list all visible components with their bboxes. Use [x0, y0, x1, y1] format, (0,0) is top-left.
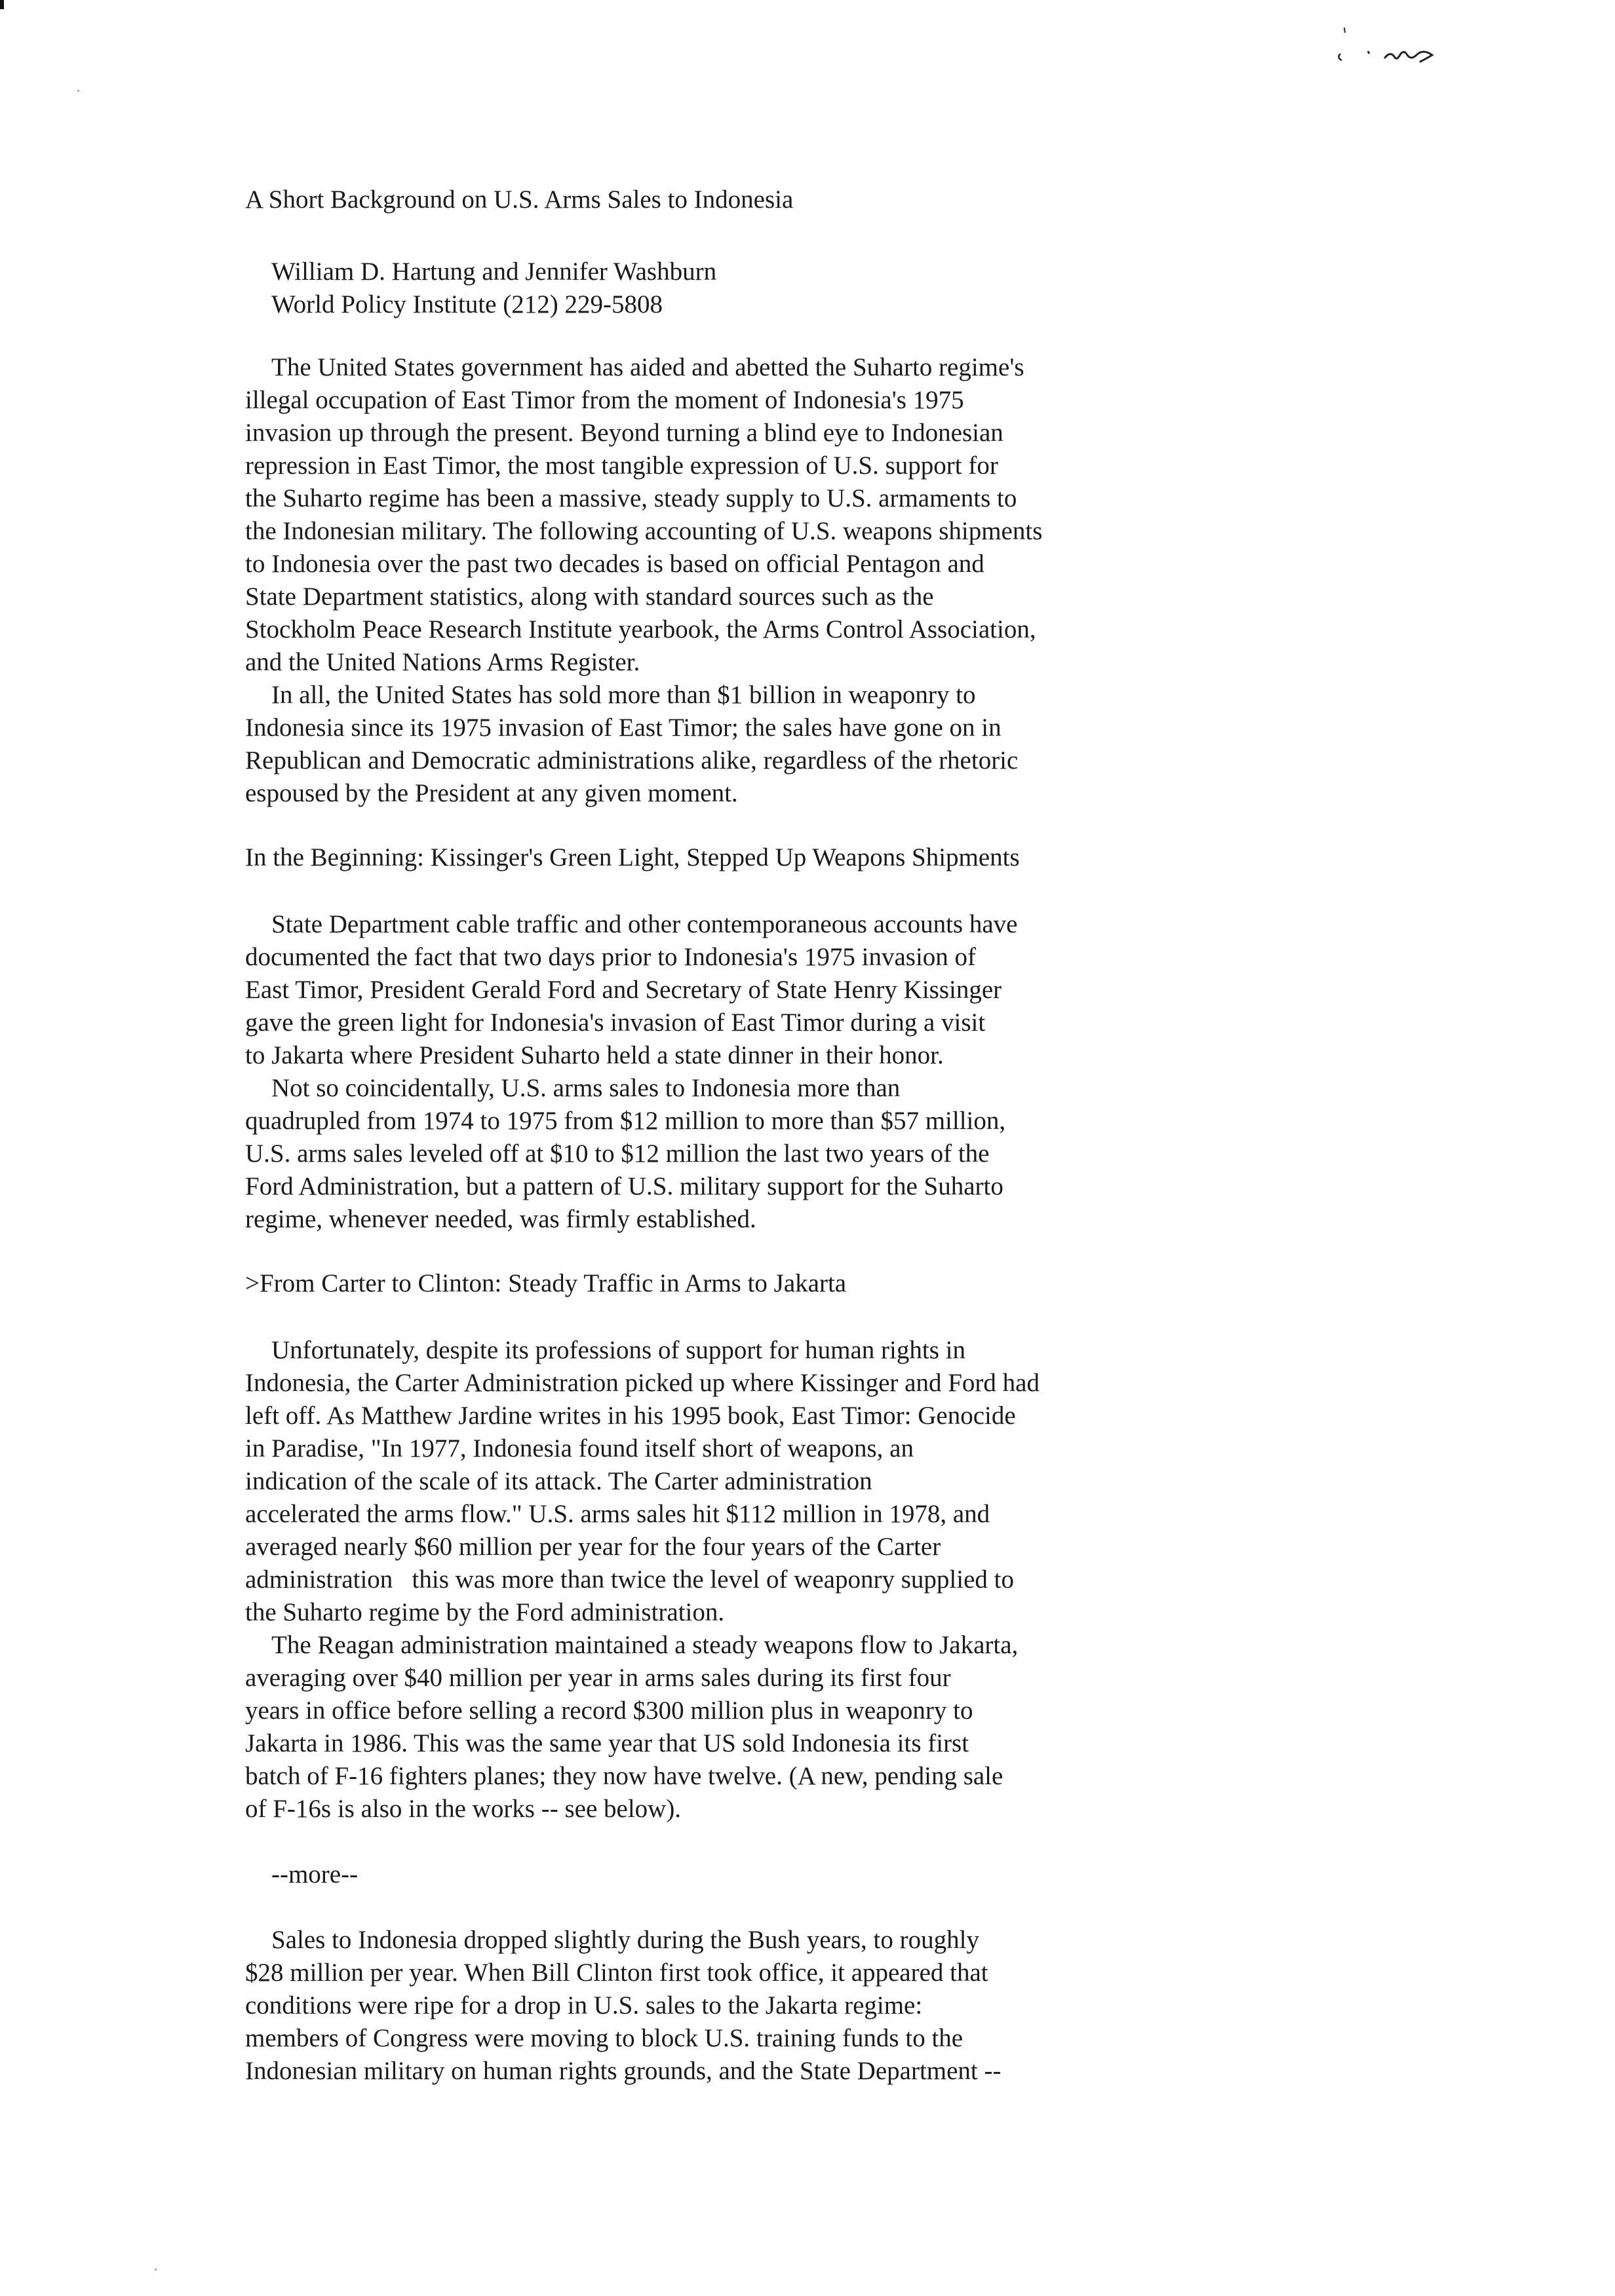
section-heading: In the Beginning: Kissinger's Green Light, Stepped Up Weapons Shipments	[245, 843, 1020, 871]
paragraph-line: regime, whenever needed, was firmly established.	[245, 1205, 756, 1233]
continuation-marker: --more--	[271, 1860, 359, 1888]
scan-edge-mark	[0, 0, 4, 9]
paragraph-line: invasion up through the present. Beyond turning a blind eye to Indonesian	[245, 419, 1003, 447]
paragraph-line: in Paradise, "In 1977, Indonesia found itself short of weapons, an	[245, 1434, 914, 1463]
paragraph-line: State Department cable traffic and other contemporaneous accounts have	[271, 910, 1018, 938]
scan-speck	[77, 90, 79, 92]
paragraph-line: illegal occupation of East Timor from the moment of Indonesia's 1975	[245, 386, 964, 414]
document-title: A Short Background on U.S. Arms Sales to Indonesia	[245, 185, 794, 214]
paragraph-line: Indonesia since its 1975 invasion of East Timor; the sales have gone on in	[245, 714, 1002, 742]
paragraph-line: indication of the scale of its attack. The Carter administration	[245, 1467, 872, 1495]
paragraph-line: repression in East Timor, the most tangible expression of U.S. support for	[245, 451, 998, 480]
paragraph-line: to Jakarta where President Suharto held a state dinner in their honor.	[245, 1041, 944, 1069]
paragraph-line: Indonesia, the Carter Administration picked up where Kissinger and Ford had	[245, 1369, 1040, 1397]
paragraph-line: East Timor, President Gerald Ford and Secretary of State Henry Kissinger	[245, 976, 1002, 1004]
section-heading: >From Carter to Clinton: Steady Traffic in Arms to Jakarta	[245, 1269, 847, 1297]
paragraph-line: U.S. arms sales leveled off at $10 to $12 million the last two years of the	[245, 1139, 990, 1168]
paragraph-line: conditions were ripe for a drop in U.S. sales to the Jakarta regime:	[245, 1991, 923, 2019]
paragraph-line: Ford Administration, but a pattern of U.S. military support for the Suharto	[245, 1172, 1003, 1200]
paragraph-line: averaging over $40 million per year in arms sales during its first four	[245, 1664, 951, 1692]
paragraph-line: The United States government has aided and abetted the Suharto regime's	[271, 353, 1024, 381]
paragraph-line: $28 million per year. When Bill Clinton first took office, it appeared that	[245, 1959, 988, 1987]
paragraph-line: left off. As Matthew Jardine writes in his 1995 book, East Timor: Genocide	[245, 1402, 1016, 1430]
authors: William D. Hartung and Jennifer Washburn	[271, 258, 717, 286]
paragraph-line: and the United Nations Arms Register.	[245, 648, 640, 676]
paragraph-line: The Reagan administration maintained a steady weapons flow to Jakarta,	[271, 1631, 1019, 1659]
paragraph-line: accelerated the arms flow." U.S. arms sales hit $112 million in 1978, and	[245, 1500, 990, 1528]
paragraph-line: quadrupled from 1974 to 1975 from $12 million to more than $57 million,	[245, 1107, 1006, 1135]
paragraph-line: the Indonesian military. The following accounting of U.S. weapons shipments	[245, 517, 1043, 545]
paragraph-line: Stockholm Peace Research Institute yearbook, the Arms Control Association,	[245, 615, 1036, 643]
paragraph-line: batch of F-16 fighters planes; they now have twelve. (A new, pending sale	[245, 1762, 1003, 1790]
paragraph-line: In all, the United States has sold more than $1 billion in weaponry to	[271, 681, 976, 709]
paragraph-line: Unfortunately, despite its professions of support for human rights in	[271, 1336, 965, 1364]
paragraph-line: State Department statistics, along with standard sources such as the	[245, 583, 934, 611]
paragraph-line: Indonesian military on human rights grounds, and the State Department --	[245, 2057, 1002, 2085]
paragraph-line: espoused by the President at any given moment.	[245, 779, 738, 807]
paragraph-line: averaged nearly $60 million per year for the four years of the Carter	[245, 1533, 941, 1561]
paragraph-line: administration this was more than twice the level of weaponry supplied to	[245, 1565, 1014, 1594]
handwritten-initials	[1334, 26, 1465, 72]
paragraph-line: gave the green light for Indonesia's invasion of East Timor during a visit	[245, 1008, 986, 1037]
paragraph-line: years in office before selling a record $300 million plus in weaponry to	[245, 1696, 973, 1725]
paragraph-line: to Indonesia over the past two decades is based on official Pentagon and	[245, 550, 984, 578]
paragraph-line: Jakarta in 1986. This was the same year that US sold Indonesia its first	[245, 1729, 969, 1757]
paragraph-line: of F-16s is also in the works -- see below).	[245, 1795, 682, 1823]
paragraph-line: Not so coincidentally, U.S. arms sales to Indonesia more than	[271, 1074, 901, 1102]
paragraph-line: Sales to Indonesia dropped slightly during the Bush years, to roughly	[271, 1926, 979, 1954]
paragraph-line: the Suharto regime has been a massive, steady supply to U.S. armaments to	[245, 484, 1017, 512]
paragraph-line: members of Congress were moving to block U.S. training funds to the	[245, 2024, 963, 2052]
scan-speck	[155, 2268, 157, 2270]
paragraph-line: Republican and Democratic administrations alike, regardless of the rhetoric	[245, 746, 1019, 775]
paragraph-line: the Suharto regime by the Ford administration.	[245, 1598, 725, 1626]
paragraph-line: documented the fact that two days prior to Indonesia's 1975 invasion of	[245, 943, 977, 971]
affiliation: World Policy Institute (212) 229-5808	[271, 290, 663, 318]
